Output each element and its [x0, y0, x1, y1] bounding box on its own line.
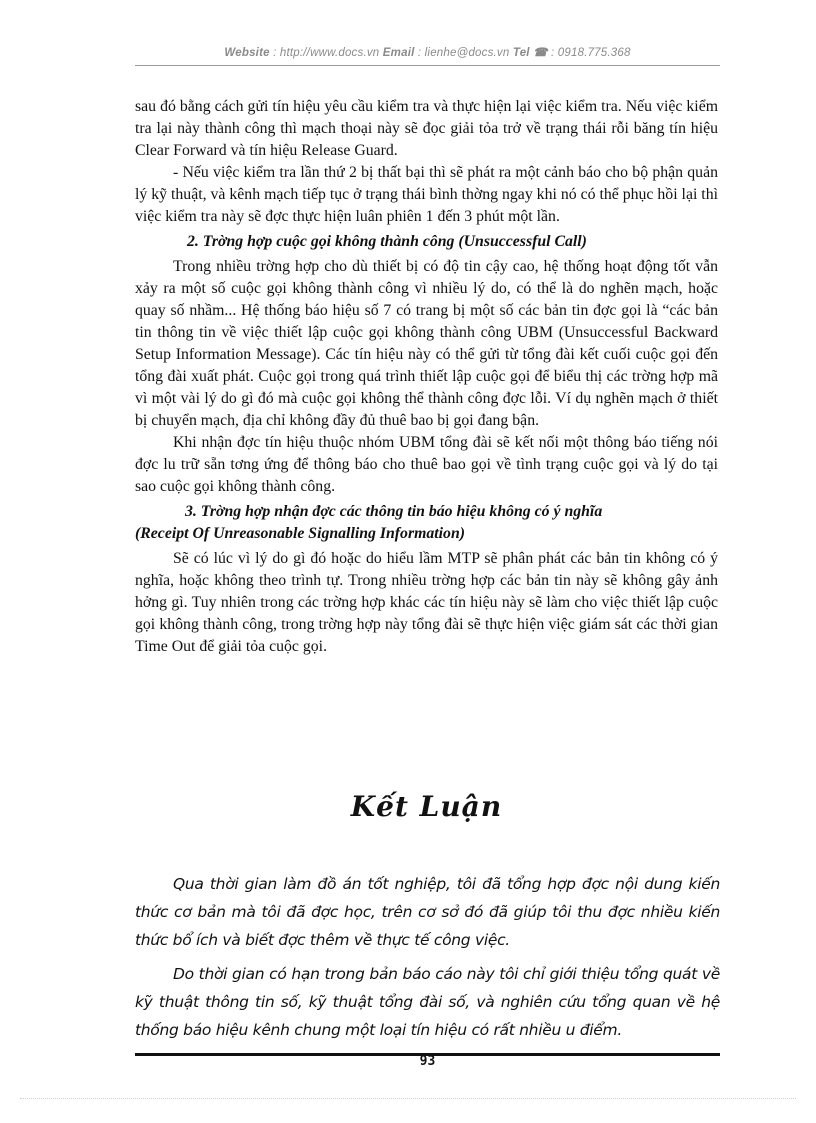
conclusion-title: Kết Luận: [350, 790, 503, 823]
paragraph: Trong nhiều trờng hợp cho dù thiết bị có độ tin cậy cao, hệ thống hoạt động tốt vẫn xảy ra một số cuộc gọi không thành công vì nhiều lý do, có thể là do nghẽn mạch, hoặc quay số nhầm... Hệ thống báo hiệu số 7 có trang bị một số các bản tin đợc gọi là “các bản tin thông tin về việc thiết lập cuộc gọi không thành công UBM (Unsuccessful Backward Setup Information Message). Các tín hiệu này có thể gửi từ tổng đài kết cuối cuộc gọi đến tổng đài xuất phát. Cuộc gọi trong quá trình thiết lập cuộc gọi để biểu thị các trờng hợp mã vì một vài lý do gì đó mà cuộc gọi không thể thành công đợc lỗi. Ví dụ nghẽn mạch ở thiết bị chuyển mạch, địa chỉ không đầy đủ thuê bao bị gọi đang bận.: [135, 258, 718, 429]
paragraph: - Nếu việc kiểm tra lần thứ 2 bị thất bại thì sẽ phát ra một cảnh báo cho bộ phận quản lý kỹ thuật, và kênh mạch tiếp tục ở trạng thái bình thờng ngay khi nó có thể phục hồi lại thì việc kiểm tra này sẽ đợc thực hiện luân phiên 1 đến 3 phút một lần.: [135, 164, 718, 225]
website-value: : http://www.docs.vn: [273, 47, 380, 59]
section-heading-subtitle: (Receipt Of Unreasonable Signalling Information): [135, 525, 466, 542]
email-label: Email: [382, 47, 415, 59]
page-number: 93: [419, 1054, 436, 1069]
header-rule: [135, 65, 720, 66]
conclusion-paragraph: Do thời gian có hạn trong bản báo cáo này tôi chỉ giới thiệu tổng quát về kỹ thuật thông tin số, kỹ thuật tổng đài số, và nghiên cứu tổng quan về hệ thống báo hiệu kênh chung một loại tín hiệu có rất nhiều u điểm.: [135, 965, 720, 1039]
email-value: : lienhe@docs.vn: [417, 47, 510, 59]
paragraph: sau đó bằng cách gửi tín hiệu yêu cầu kiểm tra và thực hiện lại việc kiểm tra. Nếu việc kiểm tra lại này thành công thì mạch thoại này sẽ đọc giải tỏa trở về trạng thái rỗi băng tín hiệu Clear Forward và tín hiệu Release Guard.: [135, 98, 718, 159]
page-header: [135, 45, 720, 59]
bottom-dotted-line: [20, 1098, 796, 1099]
tel-value: : 0918.775.368: [551, 47, 631, 59]
paragraph: Sẽ có lúc vì lý do gì đó hoặc do hiểu lầm MTP sẽ phân phát các bản tin không có ý nghĩa, hoặc không theo trình tự. Trong nhiều trờng hợp các bản tin này sẽ không gây ảnh hởng gì. Tuy nhiên trong các trờng hợp khác các tín hiệu này sẽ làm cho việc thiết lập cuộc gọi không thành công, trong trờng hợp này tổng đài sẽ thực hiện việc giám sát các thời gian Time Out để giải tỏa cuộc gọi.: [135, 550, 718, 655]
website-label: Website: [224, 47, 270, 59]
section-heading: 2. Trờng hợp cuộc gọi không thành công (Unsuccessful Call): [187, 233, 587, 250]
body-text: [135, 96, 718, 658]
tel-label: Tel ☎: [512, 47, 548, 59]
conclusion-paragraph: Qua thời gian làm đồ án tốt nghiệp, tôi đã tổng hợp đợc nội dung kiến thức cơ bản mà tôi đã đợc học, trên cơ sở đó đã giúp tôi thu đợc nhiều kiến thức bổ ích và biết đợc thêm về thực tế công việc.: [135, 875, 720, 949]
paragraph: Khi nhận đợc tín hiệu thuộc nhóm UBM tổng đài sẽ kết nối một thông báo tiếng nói đợc lu trữ sẵn tơng ứng để thông báo cho thuê bao gọi về tình trạng cuộc gọi và lý do tại sao cuộc gọi không thành công.: [135, 434, 718, 495]
conclusion-text: [135, 870, 720, 1050]
section-heading: 3. Trờng hợp nhận đợc các thông tin báo hiệu không có ý nghĩa: [185, 503, 603, 520]
